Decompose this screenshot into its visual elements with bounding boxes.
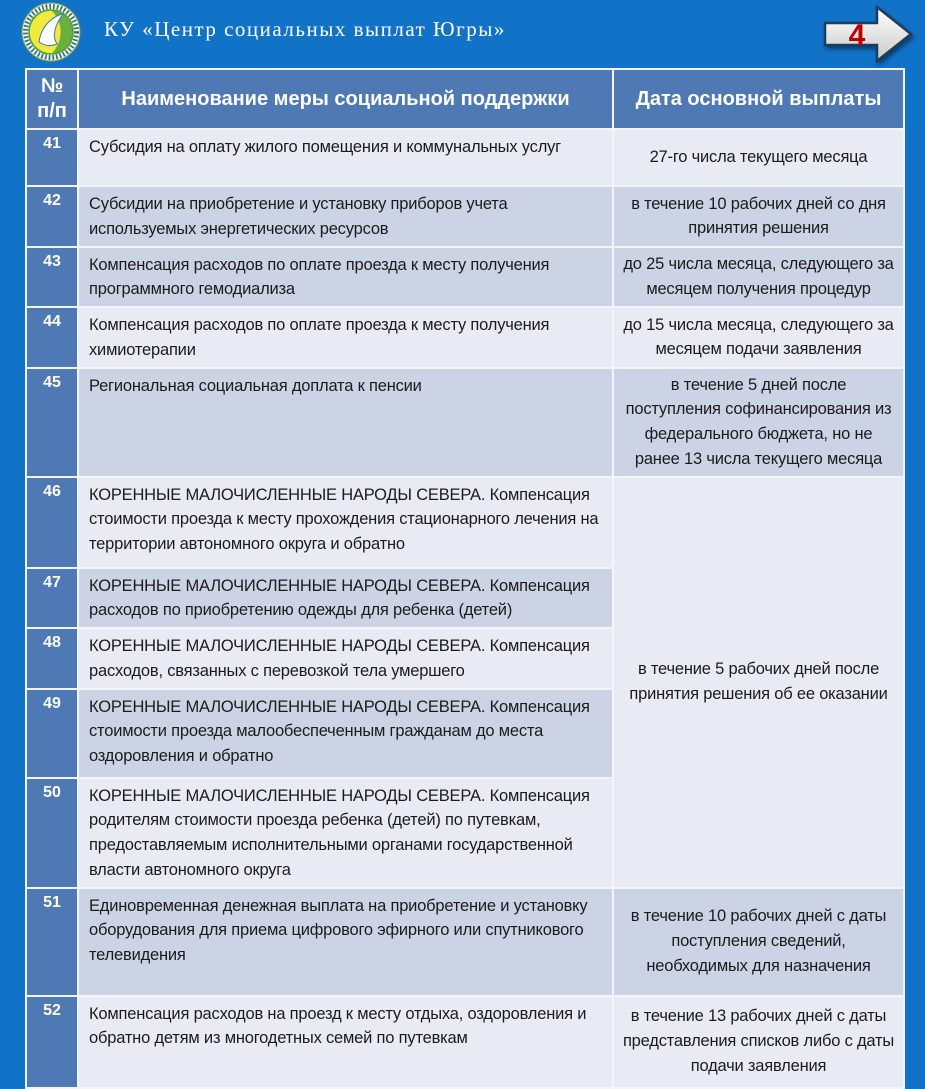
payments-table <box>25 68 905 1089</box>
measure-name-cell: КОРЕННЫЕ МАЛОЧИСЛЕННЫЕ НАРОДЫ СЕВЕРА. Компенсация стоимости проезда малообеспеченным гражданам до места оздоровления и обратно <box>78 689 613 778</box>
table-row <box>26 996 904 1088</box>
row-number-cell: 42 <box>26 186 78 247</box>
row-number-cell: 49 <box>26 689 78 778</box>
row-number-cell: 41 <box>26 129 78 186</box>
next-slide-arrow[interactable] <box>821 2 917 66</box>
measure-name-cell: Компенсация расходов по оплате проезда к месту получения программного гемодиализа <box>78 247 613 308</box>
measure-name-cell: КОРЕННЫЕ МАЛОЧИСЛЕННЫЕ НАРОДЫ СЕВЕРА. Компенсация расходов, связанных с перевозкой тела умершего <box>78 628 613 689</box>
table-row <box>26 307 904 368</box>
table-row <box>26 888 904 996</box>
column-header-date: Дата основной выплаты <box>613 69 904 129</box>
payment-date-cell: 27-го числа текущего месяца <box>613 129 904 186</box>
measure-name-cell: Компенсация расходов на проезд к месту отдыха, оздоровления и обратно детям из многодетных семей по путевкам <box>78 996 613 1088</box>
payment-date-cell: в течение 10 рабочих дней со дня принятия решения <box>613 186 904 247</box>
table-row <box>26 368 904 477</box>
arrow-right-icon <box>825 7 911 61</box>
table-row <box>26 247 904 308</box>
measure-name-cell: Субсидии на приобретение и установку приборов учета используемых энергетических ресурсов <box>78 186 613 247</box>
payment-date-cell: до 25 числа месяца, следующего за месяцем получения процедур <box>613 247 904 308</box>
table-row <box>26 186 904 247</box>
measure-name-cell: КОРЕННЫЕ МАЛОЧИСЛЕННЫЕ НАРОДЫ СЕВЕРА. Компенсация стоимости проезда к месту прохождения стационарного лечения на территории автономного округа и обратно <box>78 477 613 568</box>
measure-name-cell: Единовременная денежная выплата на приобретение и установку оборудования для приема цифрового эфирного или спутникового телевидения <box>78 888 613 996</box>
row-number-cell: 50 <box>26 778 78 888</box>
measure-name-cell: КОРЕННЫЕ МАЛОЧИСЛЕННЫЕ НАРОДЫ СЕВЕРА. Компенсация родителям стоимости проезда ребенка (детей) по путевкам, предоставляемым исполнительными органами государственной власти автономного округа <box>78 778 613 888</box>
measure-name-cell: КОРЕННЫЕ МАЛОЧИСЛЕННЫЕ НАРОДЫ СЕВЕРА. Компенсация расходов по приобретению одежды для ребенка (детей) <box>78 568 613 629</box>
measure-name-cell: Субсидия на оплату жилого помещения и коммунальных услуг <box>78 129 613 186</box>
row-number-cell: 44 <box>26 307 78 368</box>
payment-date-cell: в течение 10 рабочих дней с даты поступления сведений, необходимых для назначения <box>613 888 904 996</box>
payment-date-cell: в течение 5 дней после поступления софинансирования из федерального бюджета, но не ранее 13 числа текущего месяца <box>613 368 904 477</box>
table-row <box>26 477 904 568</box>
column-header-measure: Наименование меры социальной поддержки <box>78 69 613 129</box>
page-title: КУ «Центр социальных выплат Югры» <box>104 17 506 41</box>
table-header-row <box>26 69 904 129</box>
row-number-cell: 45 <box>26 368 78 477</box>
table-row <box>26 129 904 186</box>
payment-date-cell: в течение 13 рабочих дней с даты представления списков либо с даты подачи заявления <box>613 996 904 1088</box>
column-header-number: № п/п <box>26 69 78 129</box>
payment-date-cell: до 15 числа месяца, следующего за месяцем подачи заявления <box>613 307 904 368</box>
row-number-cell: 52 <box>26 996 78 1088</box>
row-number-cell: 46 <box>26 477 78 568</box>
payment-date-merged-cell: в течение 5 рабочих дней после принятия решения об ее оказании <box>613 477 904 888</box>
top-bar <box>0 0 925 66</box>
row-number-cell: 43 <box>26 247 78 308</box>
measure-name-cell: Региональная социальная доплата к пенсии <box>78 368 613 477</box>
measure-name-cell: Компенсация расходов по оплате проезда к месту получения химиотерапии <box>78 307 613 368</box>
row-number-cell: 51 <box>26 888 78 996</box>
row-number-cell: 48 <box>26 628 78 689</box>
slide-number: 4 <box>848 19 866 52</box>
organization-logo-icon <box>21 2 81 62</box>
row-number-cell: 47 <box>26 568 78 629</box>
